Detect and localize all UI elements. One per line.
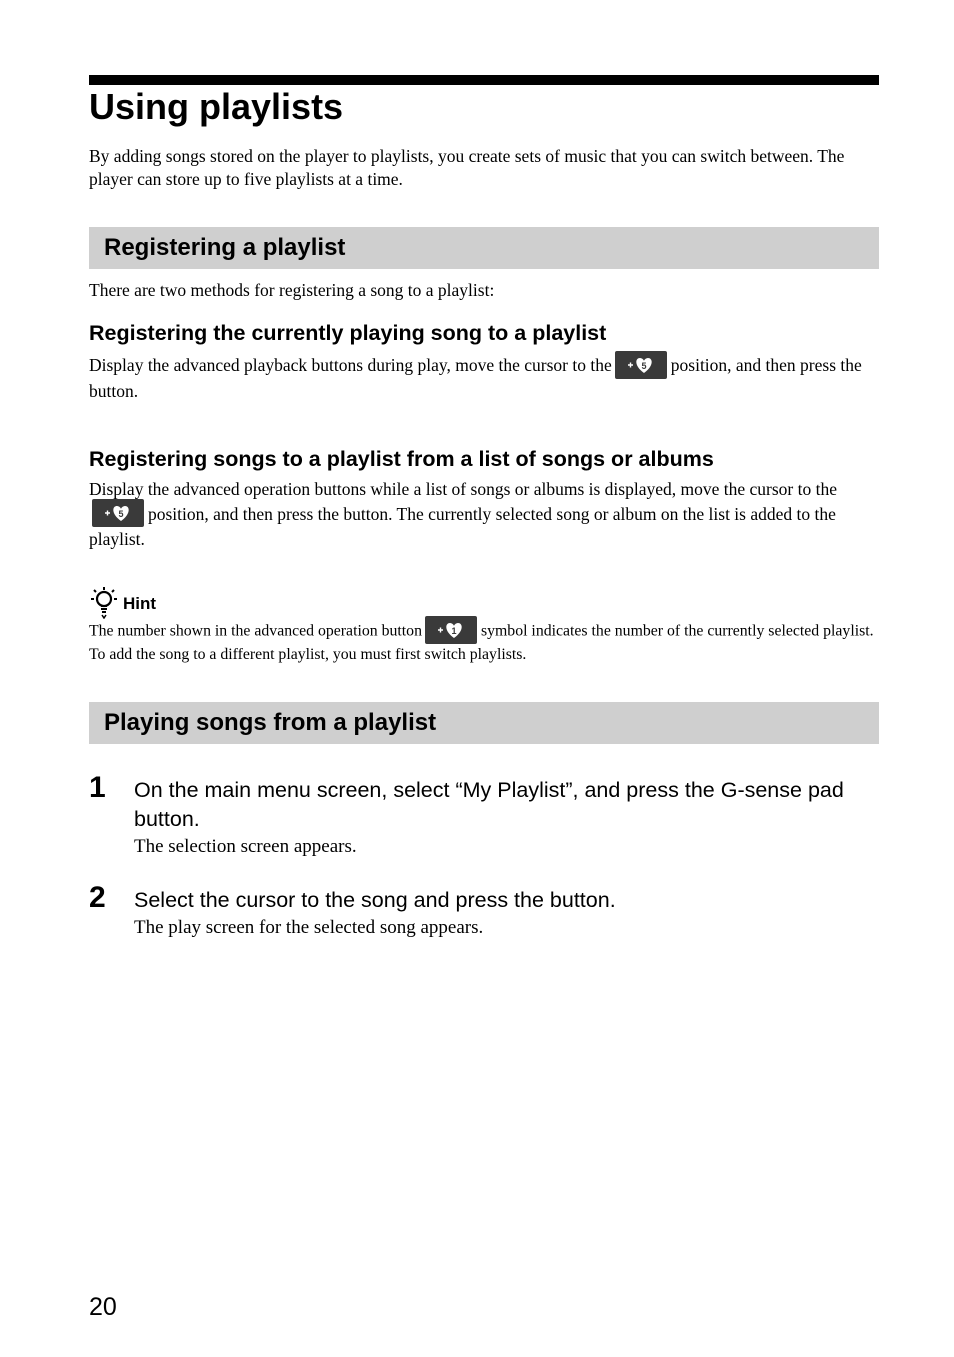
step-number: 1 [89,771,106,804]
hint-text-before: The number shown in the advanced operation button [89,622,422,640]
add-to-playlist-heart-icon [425,616,477,644]
step-result: The play screen for the selected song appears. [134,917,484,938]
section-heading-playing: Playing songs from a playlist [89,702,879,744]
step-number: 2 [89,881,106,914]
hint-label: Hint [123,594,157,613]
method1-text-before: Display the advanced playback buttons during play, move the cursor to the [89,355,612,375]
top-rule [89,75,879,85]
lightbulb-hint-icon [89,585,119,619]
method1-text-after: position, and then press the button. [89,355,862,401]
methods-lead: There are two methods for registering a song to a playlist: [89,280,495,300]
method2-text-after: position, and then press the button. The currently selected song or album on the list is added to the playlist. [89,503,836,550]
page-title: Using playlists [89,86,344,127]
hint-text-after: symbol indicates the number of the currently selected playlist. To add the song to a different playlist, you must first switch playlists. [89,622,874,663]
hint-paragraph [89,620,879,666]
method2-text-before: Display the advanced operation buttons while a list of songs or albums is displayed, move the cursor to the [89,479,837,499]
add-to-playlist-heart-icon [92,499,144,527]
add-to-playlist-heart-icon [615,351,667,379]
section-heading-registering: Registering a playlist [89,227,879,269]
method2-icon-number: 5 [118,509,124,520]
step-instruction: Select the cursor to the song and press the button. [134,888,616,912]
method1-paragraph [89,353,879,403]
page-number: 20 [89,1293,117,1321]
method1-icon-number: 5 [641,360,647,371]
method1-heading: Registering the currently playing song to a playlist [89,321,607,345]
step-result: The selection screen appears. [134,836,357,857]
step-instruction: On the main menu screen, select “My Playlist”, and press the G-sense pad button. [134,778,844,831]
intro-paragraph: By adding songs stored on the player to playlists, you create sets of music that you can switch between. The player can store up to five playlists at a time. [89,146,845,189]
method2-paragraph [89,477,879,552]
hint-icon-number: 1 [451,626,457,636]
method2-heading: Registering songs to a playlist from a list of songs or albums [89,447,714,471]
